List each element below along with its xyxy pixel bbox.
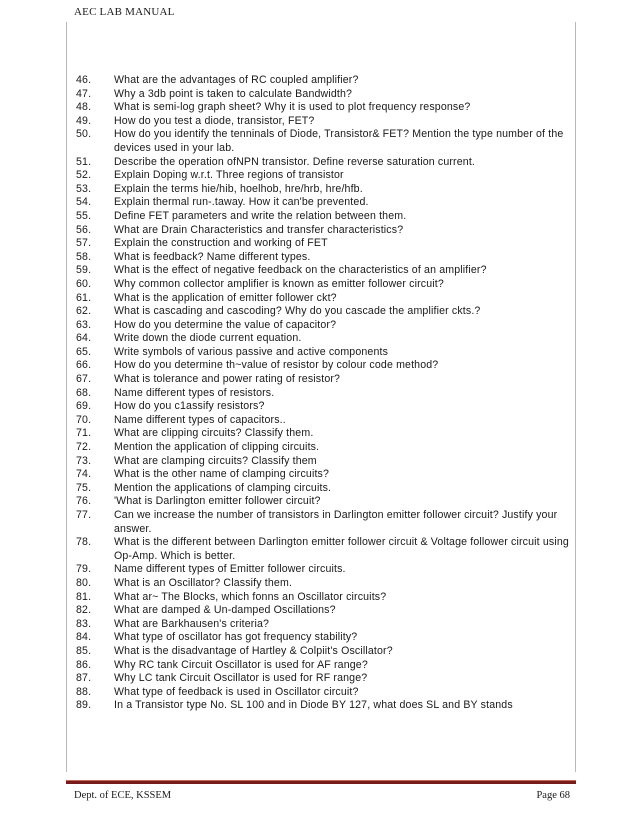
question-text: Why LC tank Circuit Oscillator is used for RF range? (114, 672, 368, 685)
question-text: Can we increase the number of transistors in Darlington emitter follower circuit? Justify your answer. (114, 509, 558, 535)
question-item (76, 115, 571, 129)
question-item (76, 400, 571, 414)
question-number: 57. (76, 237, 92, 250)
question-text: What is tolerance and power rating of resistor? (114, 373, 341, 386)
question-text: What is the application of emitter follower ckt? (114, 291, 337, 304)
question-number: 76. (76, 495, 92, 508)
question-text: Mention the applications of clamping circuits. (114, 481, 332, 494)
question-text: Why a 3db point is taken to calculate Bandwidth? (114, 87, 353, 100)
question-number: 84. (76, 631, 92, 644)
footer-page-number: Page 68 (536, 790, 570, 801)
question-item (76, 659, 571, 673)
question-number: 59. (76, 264, 92, 277)
question-text: Name different types of capacitors.. (114, 413, 286, 426)
question-number: 89. (76, 699, 92, 712)
page-border-right (575, 22, 576, 772)
question-item (76, 577, 571, 591)
question-text: Mention the application of clipping circuits. (114, 441, 320, 454)
question-item (76, 699, 571, 713)
question-text: What are the advantages of RC coupled amplifier? (114, 74, 359, 86)
question-number: 67. (76, 373, 92, 386)
question-text: How do you c1assify resistors? (114, 400, 265, 413)
question-text: What is the effect of negative feedback on the characteristics of an amplifier? (114, 264, 487, 277)
question-text: What is an Oscillator? Classify them. (114, 576, 293, 589)
question-number: 80. (76, 576, 92, 589)
question-text: What is cascading and cascoding? Why do you cascade the amplifier ckts.? (114, 305, 481, 318)
question-text: What type of oscillator has got frequency stability? (114, 631, 358, 644)
page-border-left (66, 22, 67, 772)
question-text: 'What is Darlington emitter follower circuit? (114, 495, 321, 508)
question-item (76, 455, 571, 469)
question-item (76, 169, 571, 183)
question-item (76, 359, 571, 373)
question-number: 78. (76, 536, 92, 549)
question-item (76, 210, 571, 224)
question-text: What are Barkhausen's criteria? (114, 617, 270, 630)
question-item (76, 346, 571, 360)
question-number: 77. (76, 509, 92, 521)
question-text: Name different types of resistors. (114, 386, 275, 399)
question-number: 49. (76, 114, 92, 127)
question-text: How do you determine th~value of resistor by colour code method? (114, 359, 439, 372)
question-item (76, 686, 571, 700)
question-text: Name different types of Emitter follower circuits. (114, 563, 346, 576)
question-number: 53. (76, 182, 92, 195)
question-item (76, 482, 571, 496)
question-list (76, 74, 571, 713)
question-item (76, 468, 571, 482)
question-text: Explain Doping w.r.t. Three regions of transistor (114, 169, 344, 182)
question-text: What is feedback? Name different types. (114, 250, 311, 263)
question-number: 74. (76, 468, 92, 481)
question-text: What type of feedback is used in Oscillator circuit? (114, 685, 359, 698)
question-item (76, 427, 571, 441)
question-item (76, 292, 571, 306)
question-text: What are clipping circuits? Classify them. (114, 427, 314, 440)
question-item (76, 224, 571, 238)
question-number: 51. (76, 155, 92, 168)
question-number: 60. (76, 277, 92, 290)
question-text: What is the different between Darlington emitter follower circuit & Voltage follower circuit using Op-Amp. Which is better. (114, 536, 569, 562)
question-number: 56. (76, 223, 92, 236)
question-item (76, 672, 571, 686)
question-text: What ar~ The Blocks, which fonns an Oscillator circuits? (114, 590, 387, 603)
question-item (76, 128, 571, 155)
question-item (76, 618, 571, 632)
question-number: 83. (76, 617, 92, 630)
question-text: Why common collector amplifier is known as emitter follower circuit? (114, 277, 444, 290)
question-item (76, 196, 571, 210)
question-number: 46. (76, 74, 92, 86)
question-item (76, 278, 571, 292)
question-number: 71. (76, 427, 92, 440)
question-text: Describe the operation ofNPN transistor. Define reverse saturation current. (114, 155, 476, 168)
question-text: What is the disadvantage of Hartley & Colpiit's Oscillator? (114, 644, 393, 657)
question-text: Explain the terms hie/hib, hoelhob, hre/hrb, hre/hfb. (114, 182, 363, 195)
question-text: Define FET parameters and write the relation between them. (114, 209, 407, 222)
question-text: Explain the construction and working of FET (114, 237, 328, 250)
question-item (76, 495, 571, 509)
question-number: 70. (76, 413, 92, 426)
question-item (76, 509, 571, 536)
question-number: 48. (76, 101, 92, 114)
question-item (76, 183, 571, 197)
question-item (76, 441, 571, 455)
question-text: How do you determine the value of capacitor? (114, 318, 337, 331)
question-text: Write symbols of various passive and active components (114, 345, 389, 358)
question-item (76, 74, 571, 88)
question-item (76, 645, 571, 659)
question-number: 55. (76, 209, 92, 222)
footer-department: Dept. of ECE, KSSEM (74, 790, 172, 801)
question-item (76, 305, 571, 319)
question-text: What are clamping circuits? Classify them (114, 454, 317, 467)
question-item (76, 604, 571, 618)
question-text: What are Drain Characteristics and transfer characteristics? (114, 223, 404, 236)
question-number: 81. (76, 590, 92, 603)
question-number: 52. (76, 169, 92, 182)
question-number: 47. (76, 87, 92, 100)
question-number: 75. (76, 481, 92, 494)
question-item (76, 536, 571, 563)
question-number: 66. (76, 359, 92, 372)
question-number: 62. (76, 305, 92, 318)
question-item (76, 591, 571, 605)
question-number: 64. (76, 332, 92, 345)
question-item (76, 373, 571, 387)
question-number: 79. (76, 563, 92, 576)
question-item (76, 156, 571, 170)
question-text: How do you test a diode, transistor, FET? (114, 114, 315, 127)
question-item (76, 237, 571, 251)
question-number: 61. (76, 291, 92, 304)
question-number: 85. (76, 644, 92, 657)
question-text: Write down the diode current equation. (114, 332, 302, 345)
question-text: Why RC tank Circuit Oscillator is used for AF range? (114, 658, 368, 671)
question-number: 73. (76, 454, 92, 467)
footer-rule (66, 780, 576, 784)
question-number: 50. (76, 128, 92, 141)
question-number: 86. (76, 658, 92, 671)
question-number: 82. (76, 604, 92, 617)
question-item (76, 88, 571, 102)
question-item (76, 563, 571, 577)
question-item (76, 332, 571, 346)
question-text: What is the other name of clamping circuits? (114, 468, 330, 481)
question-item (76, 387, 571, 401)
question-number: 58. (76, 250, 92, 263)
question-text: Explain thermal run-.taway. How it can'be prevented. (114, 196, 369, 209)
question-text: What are damped & Un-damped Oscillations? (114, 604, 336, 617)
question-number: 65. (76, 345, 92, 358)
question-item (76, 264, 571, 278)
question-number: 68. (76, 386, 92, 399)
question-text: In a Transistor type No. SL 100 and in Diode BY 127, what does SL and BY stands (114, 699, 513, 712)
question-number: 87. (76, 672, 92, 685)
question-number: 88. (76, 685, 92, 698)
question-item (76, 414, 571, 428)
question-number: 54. (76, 196, 92, 209)
page-header: AEC LAB MANUAL (74, 6, 175, 18)
question-text: What is semi-log graph sheet? Why it is used to plot frequency response? (114, 101, 471, 114)
question-item (76, 251, 571, 265)
question-item (76, 101, 571, 115)
question-item (76, 631, 571, 645)
question-number: 69. (76, 400, 92, 413)
question-item (76, 319, 571, 333)
question-text: How do you identify the tenninals of Diode, Transistor& FET? Mention the type number of the devices used in your lab. (114, 128, 564, 154)
question-number: 72. (76, 441, 92, 454)
question-number: 63. (76, 318, 92, 331)
